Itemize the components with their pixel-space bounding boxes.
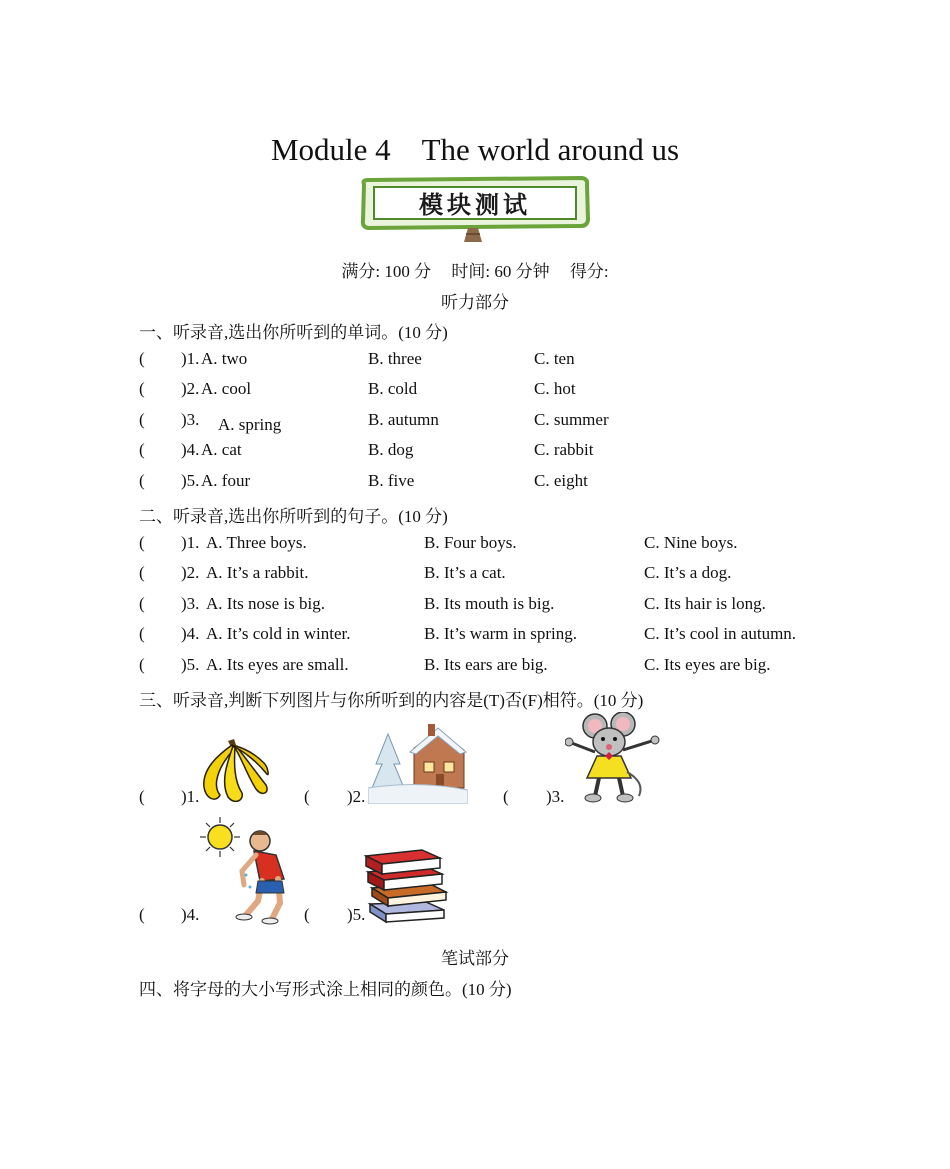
answer-paren[interactable]: ( [139, 905, 145, 924]
option-a: A. two [201, 349, 248, 368]
books-picture [364, 848, 450, 924]
option-c: C. hot [534, 379, 576, 398]
item-number: )3. [181, 594, 200, 613]
item-number: )5. [347, 905, 366, 924]
option-b: B. autumn [368, 410, 439, 429]
item-number: )2. [181, 563, 200, 582]
listening-part-title: 听力部分 [441, 293, 509, 312]
option-a: A. four [201, 471, 251, 490]
option-a: A. Its eyes are small. [206, 655, 349, 674]
answer-paren[interactable]: ( [139, 471, 145, 490]
item-number: )2. [347, 787, 366, 806]
option-c: C. rabbit [534, 440, 594, 459]
answer-paren[interactable]: ( [139, 440, 145, 459]
answer-paren[interactable]: ( [139, 787, 145, 806]
answer-paren[interactable]: ( [139, 349, 145, 368]
banner-frame [360, 176, 590, 246]
answer-paren[interactable]: ( [139, 563, 145, 582]
option-a: A. spring [201, 415, 282, 434]
score-field: 得分: [569, 262, 609, 281]
option-c: C. Its eyes are big. [644, 655, 771, 674]
answer-paren[interactable]: ( [139, 624, 145, 643]
writing-part-title: 笔试部分 [441, 949, 509, 968]
item-number: )4. [181, 624, 200, 643]
option-c: C. summer [534, 410, 609, 429]
section2-heading: 二、听录音,选出你所听到的句子。(10 分) [139, 507, 448, 526]
option-c: C. Its hair is long. [644, 594, 766, 613]
score-info [0, 257, 950, 282]
section3-heading: 三、听录音,判断下列图片与你所听到的内容是(T)否(F)相符。(10 分) [139, 691, 644, 710]
option-b: B. dog [368, 440, 414, 459]
option-c: C. Nine boys. [644, 533, 738, 552]
option-b: B. Its ears are big. [424, 655, 548, 674]
option-a: A. Three boys. [206, 533, 307, 552]
item-number: )5. [181, 655, 200, 674]
snowy-house-picture [368, 724, 468, 804]
answer-paren[interactable]: ( [139, 410, 145, 429]
item-number: )3. [546, 787, 565, 806]
item-number: )4. [181, 440, 200, 459]
item-number: )1. [181, 533, 200, 552]
answer-paren[interactable]: ( [503, 787, 509, 806]
option-b: B. It’s a cat. [424, 563, 506, 582]
option-a: A. Its nose is big. [206, 594, 325, 613]
bananas-picture [198, 737, 270, 805]
option-a: A. It’s a rabbit. [206, 563, 309, 582]
answer-paren[interactable]: ( [139, 655, 145, 674]
hot-sun-man-picture [198, 815, 294, 925]
option-c: C. eight [534, 471, 588, 490]
module-test-banner [360, 176, 590, 246]
option-c: C. ten [534, 349, 575, 368]
time-limit: 时间: 60 分钟 [451, 262, 550, 281]
option-b: B. Its mouth is big. [424, 594, 555, 613]
full-marks: 满分: 100 分 [341, 262, 432, 281]
item-number: )4. [181, 905, 200, 924]
option-a: A. It’s cold in winter. [206, 624, 351, 643]
answer-paren[interactable]: ( [139, 594, 145, 613]
item-number: )2. [181, 379, 200, 398]
option-b: B. It’s warm in spring. [424, 624, 577, 643]
answer-paren[interactable]: ( [304, 905, 310, 924]
item-number: )3. [181, 410, 200, 429]
item-number: )1. [181, 349, 200, 368]
option-b: B. three [368, 349, 422, 368]
mouse-picture [565, 712, 661, 806]
option-b: B. cold [368, 379, 418, 398]
option-a: A. cat [201, 440, 242, 459]
option-c: C. It’s cool in autumn. [644, 624, 797, 643]
item-number: )5. [181, 471, 200, 490]
option-b: B. Four boys. [424, 533, 517, 552]
section4-heading: 四、将字母的大小写形式涂上相同的颜色。(10 分) [139, 980, 512, 999]
answer-paren[interactable]: ( [304, 787, 310, 806]
option-a: A. cool [201, 379, 252, 398]
answer-paren[interactable]: ( [139, 379, 145, 398]
option-c: C. It’s a dog. [644, 563, 732, 582]
banner-text: 模块测试 [419, 191, 531, 219]
item-number: )1. [181, 787, 200, 806]
page-title: Module 4 The world around us [270, 132, 680, 167]
answer-paren[interactable]: ( [139, 533, 145, 552]
option-b: B. five [368, 471, 415, 490]
section1-heading: 一、听录音,选出你所听到的单词。(10 分) [139, 323, 448, 342]
